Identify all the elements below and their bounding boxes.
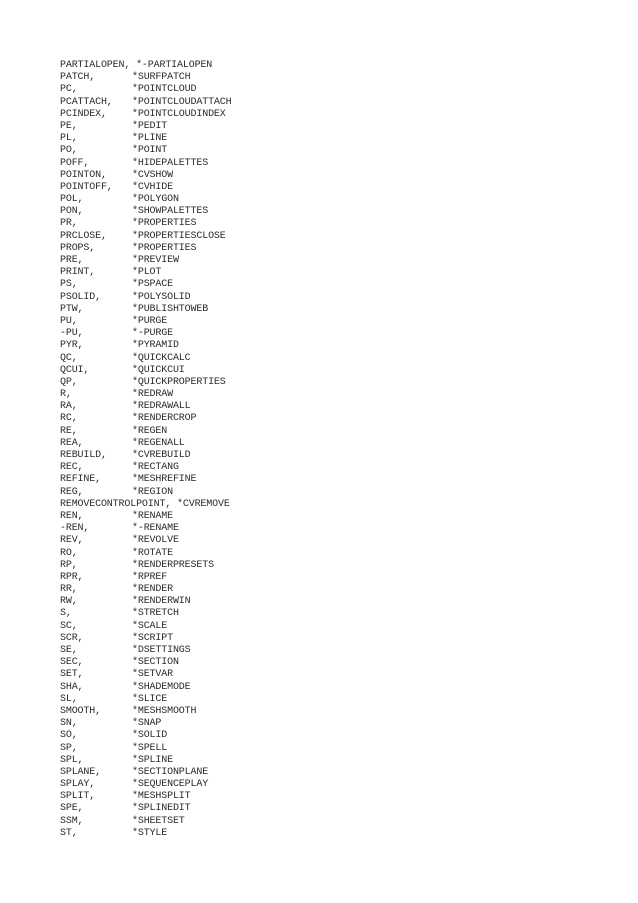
alias-name: SL,: [60, 693, 78, 705]
alias-command: *POINT: [132, 145, 168, 157]
alias-command: *SHADEMODE: [132, 681, 191, 693]
alias-row: [60, 353, 580, 365]
alias-row: [60, 158, 580, 170]
alias-command: *POINTCLOUDATTACH: [132, 96, 232, 108]
alias-row: [60, 694, 580, 706]
alias-row: [60, 535, 580, 547]
command-alias-listing: [60, 60, 580, 840]
alias-command: *HIDEPALETTES: [132, 157, 209, 169]
alias-name: PRE,: [60, 255, 84, 266]
alias-row: [60, 413, 580, 425]
alias-command: *-PURGE: [132, 328, 173, 340]
alias-name: PU,: [60, 315, 78, 327]
alias-command: *SECTION: [132, 657, 179, 669]
alias-command: *SCALE: [132, 620, 168, 632]
alias-name: SN,: [60, 718, 78, 730]
alias-row: [60, 450, 580, 462]
alias-name: PRCLOSE,: [60, 230, 107, 242]
alias-row: [60, 389, 580, 401]
alias-command: *PREVIEW: [132, 255, 179, 266]
alias-row: [60, 791, 580, 803]
alias-name: SET,: [60, 669, 84, 681]
alias-name: PROPS,: [60, 242, 96, 254]
alias-row: [60, 767, 580, 779]
alias-command: *CVSHOW: [132, 169, 173, 181]
alias-command: *RPREF: [132, 571, 168, 583]
alias-name: SO,: [60, 730, 78, 742]
alias-command: *RENDERPRESETS: [132, 559, 214, 571]
alias-name: REA,: [60, 437, 84, 449]
alias-command: *-PARTIALOPEN: [136, 60, 213, 71]
alias-row: [60, 560, 580, 572]
alias-command: *POINTCLOUDINDEX: [132, 108, 226, 120]
alias-command: *CVREBUILD: [132, 450, 191, 461]
alias-row: [60, 340, 580, 352]
alias-command: *SETVAR: [132, 669, 173, 681]
alias-name: SC,: [60, 620, 78, 632]
alias-row: [60, 304, 580, 316]
alias-command: *REDRAWALL: [132, 401, 191, 413]
alias-command: *SEQUENCEPLAY: [132, 779, 209, 791]
alias-name: QC,: [60, 352, 78, 364]
alias-command: *REGENALL: [132, 437, 185, 449]
alias-name: PR,: [60, 218, 78, 230]
alias-name: PARTIALOPEN,: [60, 60, 131, 71]
alias-row: [60, 548, 580, 560]
alias-name: QP,: [60, 376, 78, 388]
alias-row: [60, 584, 580, 596]
alias-row: [60, 182, 580, 194]
alias-row: [60, 292, 580, 304]
alias-command: *REVOLVE: [132, 535, 179, 547]
alias-name: R,: [60, 389, 72, 401]
alias-name: PATCH,: [60, 72, 96, 84]
alias-command: *RECTANG: [132, 462, 179, 474]
alias-name: RE,: [60, 425, 78, 437]
alias-name: REFINE,: [60, 474, 101, 486]
alias-name: REV,: [60, 535, 84, 547]
alias-command: *PLINE: [132, 133, 168, 145]
alias-name: REBUILD,: [60, 450, 107, 461]
alias-row: [60, 682, 580, 694]
alias-name: REG,: [60, 486, 84, 498]
alias-command: *MESHSMOOTH: [132, 705, 197, 717]
alias-command: *RENDERWIN: [132, 596, 191, 608]
alias-row: [60, 438, 580, 450]
alias-command: *PLOT: [132, 267, 162, 279]
alias-row: [60, 474, 580, 486]
alias-name: POL,: [60, 194, 84, 206]
alias-command: *SLICE: [132, 693, 168, 705]
alias-name: PCATTACH,: [60, 96, 113, 108]
alias-row: [60, 779, 580, 791]
alias-row: [60, 72, 580, 84]
alias-name: RPR,: [60, 571, 84, 583]
alias-row: [60, 316, 580, 328]
alias-name: POINTON,: [60, 169, 107, 181]
alias-row: [60, 816, 580, 828]
alias-name: PYR,: [60, 340, 84, 352]
alias-command: *SNAP: [132, 718, 162, 730]
alias-name: SPLANE,: [60, 766, 101, 778]
alias-row: [60, 755, 580, 767]
alias-name: -PU,: [60, 328, 84, 340]
alias-command: *POINTCLOUD: [132, 84, 197, 96]
alias-command: *PYRAMID: [132, 340, 179, 352]
alias-name: RA,: [60, 401, 78, 413]
alias-row: [60, 255, 580, 267]
alias-command: *STYLE: [132, 827, 168, 839]
alias-row: [60, 133, 580, 145]
alias-command: *SECTIONPLANE: [132, 766, 209, 778]
alias-name: PCINDEX,: [60, 108, 107, 120]
alias-command: *DSETTINGS: [132, 645, 191, 656]
alias-row: [60, 243, 580, 255]
alias-name: SPLAY,: [60, 779, 96, 791]
alias-name: POINTOFF,: [60, 181, 113, 193]
alias-name: REN,: [60, 510, 84, 522]
alias-command: *SURFPATCH: [132, 72, 191, 84]
alias-name: RC,: [60, 413, 78, 425]
alias-name: RP,: [60, 559, 78, 571]
alias-name: PSOLID,: [60, 291, 101, 303]
alias-name: QCUI,: [60, 364, 90, 376]
alias-command: *POLYGON: [132, 194, 179, 206]
alias-name: SPLIT,: [60, 791, 96, 803]
alias-command: *RENDER: [132, 584, 173, 596]
alias-name: ST,: [60, 827, 78, 839]
alias-row: [60, 523, 580, 535]
alias-command: *CVREMOVE: [177, 498, 230, 510]
alias-row: [60, 499, 580, 511]
alias-command: *-RENAME: [132, 523, 179, 535]
alias-name: SMOOTH,: [60, 705, 101, 717]
alias-name: RW,: [60, 596, 78, 608]
alias-row: [60, 206, 580, 218]
alias-row: [60, 633, 580, 645]
alias-row: [60, 669, 580, 681]
alias-command: *QUICKCUI: [132, 364, 185, 376]
alias-row: [60, 279, 580, 291]
alias-row: [60, 730, 580, 742]
alias-command: *SPLINEDIT: [132, 803, 191, 815]
alias-name: S,: [60, 608, 72, 620]
alias-row: [60, 487, 580, 499]
alias-row: [60, 401, 580, 413]
alias-name: SEC,: [60, 657, 84, 669]
alias-command: *PROPERTIES: [132, 242, 197, 254]
alias-row: [60, 109, 580, 121]
alias-row: [60, 97, 580, 109]
alias-command: *POLYSOLID: [132, 291, 191, 303]
alias-command: *PURGE: [132, 315, 168, 327]
alias-command: *SHOWPALETTES: [132, 206, 209, 218]
alias-row: [60, 462, 580, 474]
alias-command: *PEDIT: [132, 120, 168, 132]
alias-row: [60, 84, 580, 96]
alias-row: [60, 377, 580, 389]
alias-row: [60, 657, 580, 669]
alias-name: SCR,: [60, 632, 84, 644]
alias-command: *REGEN: [132, 425, 168, 437]
alias-row: [60, 218, 580, 230]
alias-command: *SHEETSET: [132, 815, 185, 827]
alias-command: *MESHREFINE: [132, 474, 197, 486]
alias-command: *PROPERTIESCLOSE: [132, 230, 226, 242]
alias-command: *SPELL: [132, 742, 168, 754]
alias-name: PE,: [60, 120, 78, 132]
alias-command: *QUICKPROPERTIES: [132, 376, 226, 388]
alias-name: PO,: [60, 145, 78, 157]
alias-row: [60, 645, 580, 657]
alias-name: PRINT,: [60, 267, 96, 279]
alias-command: *RENDERCROP: [132, 413, 197, 425]
alias-name: SE,: [60, 645, 78, 656]
alias-row: [60, 170, 580, 182]
alias-command: *MESHSPLIT: [132, 791, 191, 803]
alias-name: PON,: [60, 206, 84, 218]
alias-command: *SOLID: [132, 730, 168, 742]
alias-row: [60, 718, 580, 730]
alias-command: *REGION: [132, 486, 173, 498]
alias-name: REC,: [60, 462, 84, 474]
alias-command: *PSPACE: [132, 279, 173, 291]
alias-command: *QUICKCALC: [132, 352, 191, 364]
alias-row: [60, 365, 580, 377]
alias-row: [60, 231, 580, 243]
alias-row: [60, 621, 580, 633]
alias-name: RR,: [60, 584, 78, 596]
alias-name: PS,: [60, 279, 78, 291]
alias-command: *SPLINE: [132, 754, 173, 766]
alias-row: [60, 194, 580, 206]
alias-command: *REDRAW: [132, 389, 173, 401]
alias-name: -REN,: [60, 523, 90, 535]
alias-name: SPE,: [60, 803, 84, 815]
alias-command: *ROTATE: [132, 547, 173, 559]
alias-name: SPL,: [60, 754, 84, 766]
alias-row: [60, 60, 580, 72]
alias-row: [60, 706, 580, 718]
alias-name: SSM,: [60, 815, 84, 827]
alias-row: [60, 426, 580, 438]
alias-name: PTW,: [60, 303, 84, 315]
alias-command: *RENAME: [132, 510, 173, 522]
alias-row: [60, 121, 580, 133]
alias-command: *CVHIDE: [132, 181, 173, 193]
alias-row: [60, 743, 580, 755]
alias-row: [60, 267, 580, 279]
alias-name: SHA,: [60, 681, 84, 693]
alias-row: [60, 572, 580, 584]
alias-command: *STRETCH: [132, 608, 179, 620]
alias-name: POFF,: [60, 157, 90, 169]
alias-row: [60, 145, 580, 157]
alias-name: PC,: [60, 84, 78, 96]
alias-row: [60, 328, 580, 340]
alias-row: [60, 596, 580, 608]
alias-command: *PROPERTIES: [132, 218, 197, 230]
alias-command: *SCRIPT: [132, 632, 173, 644]
alias-row: [60, 803, 580, 815]
alias-name: RO,: [60, 547, 78, 559]
alias-row: [60, 608, 580, 620]
alias-name: SP,: [60, 742, 78, 754]
alias-row: [60, 828, 580, 840]
alias-row: [60, 511, 580, 523]
alias-name: PL,: [60, 133, 78, 145]
alias-name: REMOVECONTROLPOINT,: [60, 498, 172, 510]
alias-command: *PUBLISHTOWEB: [132, 303, 209, 315]
